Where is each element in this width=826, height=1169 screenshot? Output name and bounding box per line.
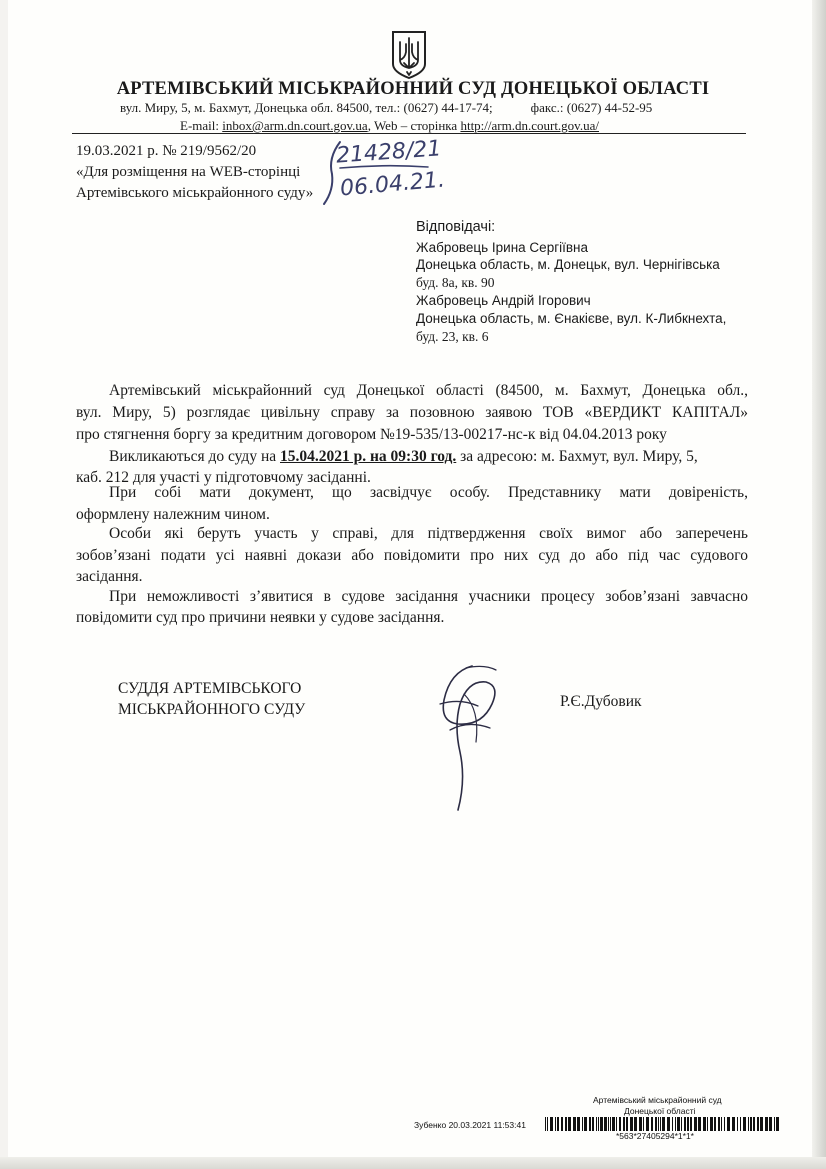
barcode-bar <box>600 1117 603 1131</box>
barcode-bar <box>598 1117 599 1131</box>
paragraph-5-line-2: повідомити суд про причини неявки у судове засідання. <box>76 609 445 626</box>
barcode-bar <box>721 1117 722 1131</box>
court-address-line <box>120 100 652 116</box>
summons-prefix: Викликаються до суду на <box>109 448 280 465</box>
barcode-bar <box>694 1117 697 1131</box>
barcode-bar <box>643 1117 644 1131</box>
outgoing-date-number: 19.03.2021 р. № 219/9562/20 <box>76 143 257 159</box>
scan-edge-right <box>812 0 826 1169</box>
paragraph-3-line-2: оформлену належним чином. <box>76 506 270 523</box>
respondents-heading: Відповідачі: <box>416 219 496 235</box>
barcode-bar <box>592 1117 594 1131</box>
barcode-bar <box>630 1117 633 1131</box>
paragraph-1-line-3: про стягнення боргу за кредитним договором №19-535/13-00217-нс-к від 04.04.2013 року <box>76 426 667 443</box>
barcode-text: *563*27405294*1*1* <box>616 1131 694 1141</box>
barcode-bar <box>672 1117 673 1131</box>
respondent-2-name: Жабровець Андрій Ігорович <box>416 293 591 308</box>
purpose-line-1: «Для розміщення на WEB-сторінці <box>76 164 301 180</box>
barcode-bar <box>555 1117 556 1131</box>
barcode-bar <box>724 1117 725 1131</box>
purpose-line-2: Артемівського міськрайонного суду» <box>76 185 314 201</box>
barcode-bar <box>727 1117 730 1131</box>
court-contacts-line <box>180 118 599 134</box>
web-link[interactable]: http://arm.dn.court.gov.ua/ <box>460 118 599 133</box>
barcode-bar <box>550 1117 553 1131</box>
barcode-bar <box>698 1117 701 1131</box>
registration-barcode <box>545 1117 781 1131</box>
barcode-bar <box>750 1117 752 1131</box>
barcode-bar <box>687 1117 689 1131</box>
summons-address: за адресою: м. Бахмут, вул. Миру, 5, <box>456 448 698 465</box>
barcode-bar <box>626 1117 628 1131</box>
barcode-bar <box>753 1117 755 1131</box>
barcode-bar <box>684 1117 686 1131</box>
barcode-bar <box>604 1117 607 1131</box>
barcode-bar <box>732 1117 735 1131</box>
judge-signature <box>420 660 520 820</box>
header-divider <box>72 133 746 134</box>
barcode-bar <box>582 1117 583 1131</box>
summons-room: каб. 212 для участі у підготовчому засіданні. <box>76 469 371 486</box>
barcode-bar <box>619 1117 621 1131</box>
summons-line <box>109 446 749 467</box>
barcode-bar <box>623 1117 625 1131</box>
barcode-bar <box>545 1117 546 1131</box>
barcode-bar <box>634 1117 637 1131</box>
barcode-bar <box>547 1117 548 1131</box>
web-label: , Web – сторінка <box>367 118 461 133</box>
stamp-user-datetime: Зубенко 20.03.2021 11:53:41 <box>414 1120 526 1130</box>
barcode-bar <box>660 1117 661 1131</box>
respondent-1-name: Жабровець Ірина Сергіївна <box>416 240 589 255</box>
paragraph-4-line-1: Особи які беруть участь у справі, для підтвердження своїх вимог або заперечень <box>109 525 748 542</box>
barcode-bar <box>740 1117 741 1131</box>
judge-name: Р.Є.Дубовик <box>560 693 642 710</box>
barcode-bar <box>681 1117 682 1131</box>
email-link[interactable]: inbox@arm.dn.court.gov.ua <box>222 118 368 133</box>
stamp-org-line-1: Артемівський міськрайонний суд <box>593 1095 722 1105</box>
stamp-org-line-2: Донецької області <box>624 1106 696 1116</box>
judge-title-line-1: СУДДЯ АРТЕМІВСЬКОГО <box>118 680 302 697</box>
hearing-datetime: 15.04.2021 р. на 09:30 год. <box>280 448 457 465</box>
barcode-bar <box>714 1117 716 1131</box>
barcode-bar <box>743 1117 746 1131</box>
barcode-bar <box>710 1117 713 1131</box>
coat-of-arms-icon <box>391 30 427 80</box>
barcode-bar <box>748 1117 749 1131</box>
respondent-2-address: Донецька область, м. Єнакієве, вул. К-Либкнехта, <box>416 311 727 326</box>
court-fax: факс.: (0627) 44-52-95 <box>530 100 653 115</box>
respondent-1-building: буд. 8а, кв. 90 <box>416 275 495 290</box>
scan-edge-bottom <box>0 1157 826 1169</box>
barcode-bar <box>655 1117 657 1131</box>
barcode-bar <box>662 1117 665 1131</box>
barcode-bar <box>718 1117 720 1131</box>
barcode-bar <box>774 1117 775 1131</box>
barcode-bar <box>616 1117 617 1131</box>
barcode-bar <box>651 1117 653 1131</box>
paragraph-4-line-3: засідання. <box>76 568 143 585</box>
respondent-1-address: Донецька область, м. Донецьк, вул. Чернігівська <box>416 257 720 272</box>
paragraph-4-line-2: зобов’язані подати усі наявні докази або повідомити про них суд до або під час судового <box>76 547 748 564</box>
paragraph-3-line-1: При собі мати документ, що засвідчує особу. Представнику мати довіреність, <box>109 484 748 501</box>
barcode-bar <box>589 1117 591 1131</box>
barcode-bar <box>760 1117 763 1131</box>
barcode-bar <box>707 1117 708 1131</box>
paragraph-5-line-1: При неможливості з’явитися в судове засідання учасники процесу зобов’язані завчасно <box>109 588 748 605</box>
barcode-bar <box>612 1117 615 1131</box>
barcode-bar <box>584 1117 587 1131</box>
barcode-bar <box>703 1117 706 1131</box>
barcode-bar <box>561 1117 563 1131</box>
email-label: E-mail: <box>180 118 223 133</box>
barcode-bar <box>677 1117 680 1131</box>
judge-title-line-2: МІСЬКРАЙОННОГО СУДУ <box>118 701 306 718</box>
handwritten-incoming-date: 06.04.21. <box>339 167 446 202</box>
barcode-bar <box>573 1117 576 1131</box>
barcode-bar <box>577 1117 580 1131</box>
barcode-bar <box>658 1117 659 1131</box>
barcode-bar <box>675 1117 676 1131</box>
court-name: АРТЕМІВСЬКИЙ МІСЬКРАЙОННИЙ СУД ДОНЕЦЬКОЇ ОБЛАСТІ <box>116 79 710 99</box>
barcode-bar <box>757 1117 759 1131</box>
barcode-bar <box>667 1117 670 1131</box>
paragraph-1-line-2: вул. Миру, 5) розглядає цивільну справу за позовною заявою ТОВ «ВЕРДИКТ КАПІТАЛ» <box>76 404 748 421</box>
barcode-bar <box>646 1117 649 1131</box>
barcode-bar <box>639 1117 642 1131</box>
barcode-bar <box>596 1117 597 1131</box>
paragraph-1-line-1: Артемівський міськрайонний суд Донецької області (84500, м. Бахмут, Донецька обл., <box>109 382 748 399</box>
handwritten-incoming-number: 21428/21 <box>335 136 443 169</box>
barcode-bar <box>565 1117 567 1131</box>
barcode-bar <box>737 1117 738 1131</box>
barcode-bar <box>765 1117 768 1131</box>
respondent-2-building: буд. 23, кв. 6 <box>416 329 489 344</box>
barcode-bar <box>776 1117 779 1131</box>
barcode-bar <box>769 1117 772 1131</box>
barcode-bar <box>568 1117 571 1131</box>
barcode-bar <box>608 1117 609 1131</box>
barcode-bar <box>557 1117 559 1131</box>
barcode-bar <box>610 1117 611 1131</box>
barcode-bar <box>690 1117 692 1131</box>
court-address-phone: вул. Миру, 5, м. Бахмут, Донецька обл. 84500, тел.: (0627) 44-17-74; <box>120 100 493 115</box>
